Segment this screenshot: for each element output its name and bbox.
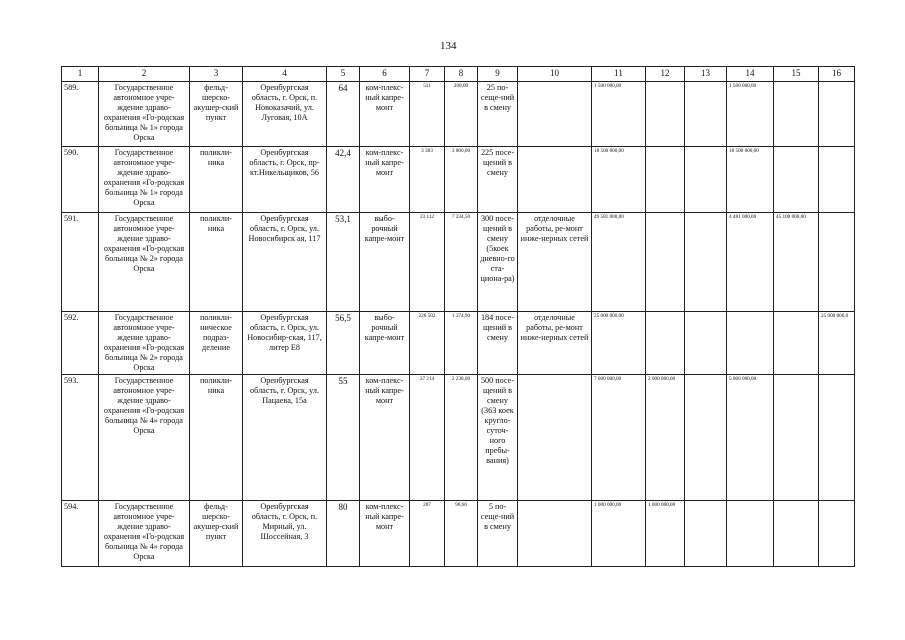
column-header-11: 11 [592,67,646,82]
column-header-10: 10 [518,67,592,82]
col13-amount [685,501,727,567]
page-number: 134 [440,40,457,52]
col14-amount [727,501,774,567]
table-row [62,501,855,567]
col8-value: 200,00 [445,82,478,147]
capacity: 184 посе-щений в смену [478,312,518,375]
column-header-5: 5 [327,67,360,82]
work-type: ком-плекс-ный капре-монт [360,147,410,213]
column-header-2: 2 [99,67,190,82]
column-header-14: 14 [727,67,774,82]
capacity: 500 посе-щений в смену (363 коек кругло-суточ-ного пребы-вания) [478,375,518,501]
col12-amount: 2 000 000,00 [646,375,685,501]
col12-amount [646,213,685,312]
work-type: выбо-рочный капре-монт [360,312,410,375]
row-number: 594. [62,501,99,567]
work-description: отделочные работы, ре-монт инже-нерных сетей [518,213,592,312]
col16-amount [819,375,855,501]
table-row [62,213,855,312]
col15-amount [774,375,819,501]
organization: Государственное автономное учре-ждение здраво-охранения «Го-родская больница № 4» города Орска [99,501,190,567]
register-table [61,66,855,567]
col7-value: 207 [410,501,445,567]
column-header-7: 7 [410,67,445,82]
col8-value: 96,60 [445,501,478,567]
column-header-6: 6 [360,67,410,82]
facility-type: поликли-ника [190,147,243,213]
col5-value: 53,1 [327,213,360,312]
col16-amount [819,213,855,312]
col15-amount [774,312,819,375]
row-number: 591. [62,213,99,312]
col8-value: 2 238,00 [445,375,478,501]
address: Оренбургская область, г. Орск, п. Мирный, ул. Шоссейная, 3 [243,501,327,567]
total-amount: 7 000 000,00 [592,375,646,501]
column-number-row [62,67,855,82]
col14-amount: 1 500 000,00 [727,82,774,147]
row-number: 590. [62,147,99,213]
work-type: ком-плекс-ный капре-монт [360,82,410,147]
work-description [518,82,592,147]
capacity: 225 посе-щений в смену [478,147,518,213]
col15-amount: 45 100 000,00 [774,213,819,312]
total-amount: 1 000 000,00 [592,501,646,567]
column-header-13: 13 [685,67,727,82]
col7-value: 226 502 [410,312,445,375]
work-type: ком-плекс-ный капре-монт [360,375,410,501]
col8-value: 3 800,00 [445,147,478,213]
facility-type: поликли-ника [190,375,243,501]
column-header-16: 16 [819,67,855,82]
address: Оренбургская область, г. Орск, ул. Новосибир-ская, 117, литер Е8 [243,312,327,375]
table-row [62,147,855,213]
col7-value: 23 112 [410,213,445,312]
column-header-8: 8 [445,67,478,82]
total-amount: 1 500 000,00 [592,82,646,147]
facility-type: фельд-шерско-акушер-ский пункт [190,82,243,147]
col16-amount [819,501,855,567]
organization: Государственное автономное учре-ждение здраво-охранения «Го-родская больница № 2» города Орска [99,213,190,312]
col16-amount: 25 000 000,0 [819,312,855,375]
col7-value: 511 [410,82,445,147]
work-description [518,501,592,567]
col5-value: 80 [327,501,360,567]
organization: Государственное автономное учре-ждение здраво-охранения «Го-родская больница № 4» города Орска [99,375,190,501]
work-type: ком-плекс-ный капре-монт [360,501,410,567]
col14-amount: 18 500 000,00 [727,147,774,213]
capacity: 25 по-сеще-ний в смену [478,82,518,147]
total-amount: 49 581 000,00 [592,213,646,312]
facility-type: фельд-шерско-акушер-ский пункт [190,501,243,567]
col15-amount [774,147,819,213]
col13-amount [685,312,727,375]
table-row [62,82,855,147]
column-header-9: 9 [478,67,518,82]
col13-amount [685,213,727,312]
organization: Государственное автономное учре-ждение здраво-охранения «Го-родская больница № 2» города Орска [99,312,190,375]
capacity: 5 по-сеще-ний в смену [478,501,518,567]
row-number: 593. [62,375,99,501]
table-row [62,312,855,375]
col5-value: 56,5 [327,312,360,375]
column-header-12: 12 [646,67,685,82]
column-header-1: 1 [62,67,99,82]
col8-value: 7 234,50 [445,213,478,312]
address: Оренбургская область, г. Орск, пр-кт.Никельщиков, 56 [243,147,327,213]
column-header-3: 3 [190,67,243,82]
total-amount: 25 000 000,00 [592,312,646,375]
facility-type: поликли-ника [190,213,243,312]
facility-type: поликли-ническое подраз-деление [190,312,243,375]
column-header-4: 4 [243,67,327,82]
col8-value: 1 374,90 [445,312,478,375]
organization: Государственное автономное учре-ждение здраво-охранения «Го-родская больница № 1» города Орска [99,82,190,147]
address: Оренбургская область, г. Орск, п. Новоказачий, ул. Луговая, 10А [243,82,327,147]
address: Оренбургская область, г. Орск, ул. Пацаева, 15а [243,375,327,501]
col13-amount [685,82,727,147]
row-number: 589. [62,82,99,147]
col12-amount [646,82,685,147]
table-row [62,375,855,501]
col13-amount [685,375,727,501]
col5-value: 42,4 [327,147,360,213]
col16-amount [819,147,855,213]
organization: Государственное автономное учре-ждение здраво-охранения «Го-родская больница № 1» города Орска [99,147,190,213]
address: Оренбургская область, г. Орск, ул. Новосибирск ая, 117 [243,213,327,312]
col5-value: 64 [327,82,360,147]
col13-amount [685,147,727,213]
col12-amount [646,312,685,375]
col15-amount [774,501,819,567]
col12-amount: 1 000 000,00 [646,501,685,567]
col16-amount [819,82,855,147]
col15-amount [774,82,819,147]
work-type: выбо-рочный капре-монт [360,213,410,312]
col14-amount: 4 481 000,00 [727,213,774,312]
col14-amount: 5 000 000,00 [727,375,774,501]
col7-value: 3 383 [410,147,445,213]
col7-value: 37 214 [410,375,445,501]
total-amount: 18 500 000,00 [592,147,646,213]
row-number: 592. [62,312,99,375]
col14-amount [727,312,774,375]
col12-amount [646,147,685,213]
capacity: 300 посе-щений в смену (5коек дневно-го ста-ционa-ра) [478,213,518,312]
col5-value: 55 [327,375,360,501]
work-description [518,375,592,501]
work-description [518,147,592,213]
work-description: отделочные работы, ре-монт инже-нерных сетей [518,312,592,375]
column-header-15: 15 [774,67,819,82]
